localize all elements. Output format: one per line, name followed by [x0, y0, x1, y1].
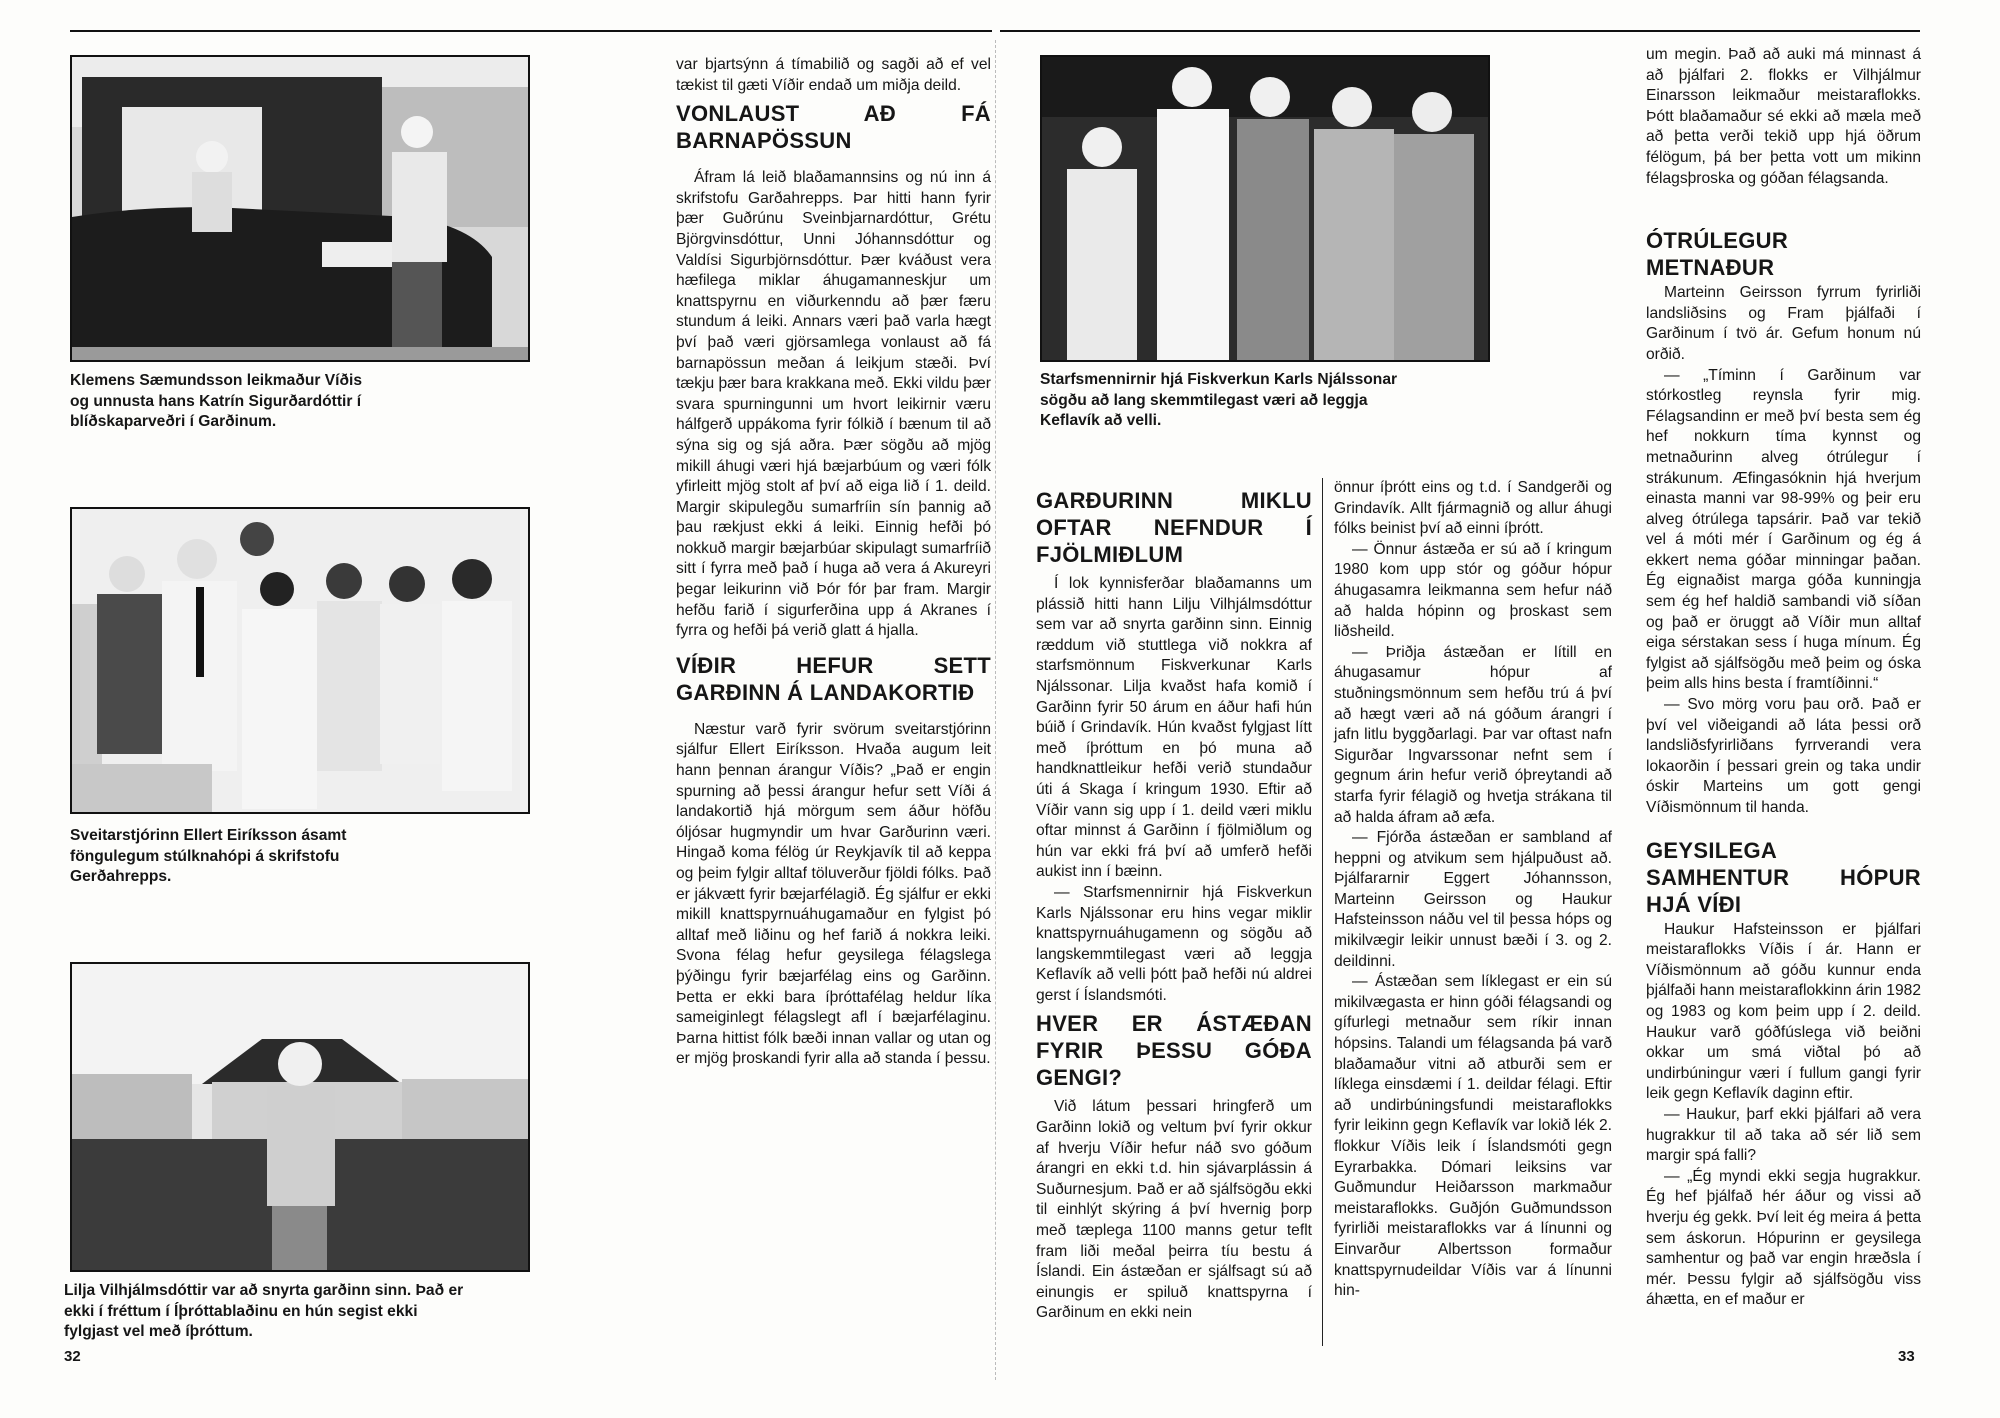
caption-photo2: Sveitarstjórinn Ellert Eiríksson ásamt föngulegum stúlknahópi á skrifstofu Gerðahrepps.	[70, 827, 347, 885]
paragraph-thridja: — Þriðja ástæðan er lítill en áhugasamur hópur af stuðningsmönnum sem hefðu trú á því að hægt væri að ná góðum árangri í jafn litlu byggðarlagi. Þar var oftast nafn Sigurðar Ingvarssonar nefnt sem í gegnum árin hefur verið óþreytandi að starfa fyrir félagið og hvetja strákana til að halda áfram að æfa.	[1334, 643, 1612, 826]
paragraph-svo-morg: — Svo mörg voru þau orð. Það er því vel viðeigandi að láta þessi orð landsliðsfyrirliðans fyrrverandi vera lokaorðin í þessari grein og taka undir óskir Marteins um gott gengi Víðismönnum til handa.	[1646, 696, 1921, 816]
paragraph-timinn: — „Tíminn í Garðinum var stórkostleg reynsla fyrir mig. Félagsandinn er með því besta sem ég hef nokkurn tíma kynnst og metnaðurinn alveg ótrúlegur í strákunum. Æfingasóknin hjá hverjum einasta manni var 98-99% og þeir eru alveg ótrúlega tapsárir. Það var tekið vel á móti mér í Garðinum og ég á ekkert nema góðar minningar þaðan. Ég eignaðist marga góða kunningja sem ég hef haldið sambandi við síðan og það er öruggt að Víðir mun alltaf eiga sérstakan sess í huga mínum. Ég fylgist að sjálfsögðu með þeim og óska þeim alls hins besta í framtíðinni.“	[1646, 366, 1921, 693]
top-rule-right	[1000, 30, 1920, 32]
heading-samhentur: GEYSILEGA SAMHENTUR HÓPUR HJÁ VÍÐI	[1646, 837, 1921, 917]
paragraph-fjorda: — Fjórða ástæðan er sambland af heppni og atvikum sem hjálpuðust að. Þjálfararnir Eggert Jóhannsson, Marteinn Geirsson og Haukur Hafsteinsson náðu vel til þessa hóps og mikilvægir leikir unnust bæði í 3. og 2. deildinni.	[1334, 829, 1612, 970]
caption-photo1: Klemens Sæmundsson leikmaður Víðis og unnusta hans Katrín Sigurðardóttir í blíðskaparveðri í Garðinum.	[70, 372, 363, 430]
page-number-left: 32	[64, 1348, 81, 1365]
paragraph-hugrakkur: — „Ég myndi ekki segja hugrakkur. Ég hef þjálfað hér áður og vissi að hverju ég gekk. Því leit ég meira á þetta sem áskorun. Hópurinn er geysilega samhentur og það var engin hræðsla í mér. Þessu fylgir að sjálfsögðu viss áhætta, en ef maður er	[1646, 1167, 1921, 1309]
paragraph-lilja: Í lok kynnisferðar blaðamanns um plássið hitti hann Lilju Vilhjálmsdóttur sem var að snyrta garðinn sinn. Einnig ræddum við stuttlega við nokkra af starfsmönnum Fiskverkunar Karls Njálssonar. Lilja kvaðst hafa komið í Garðinn fyrir 50 árum en áður hafi hún búið í Grindavík. Hún kvaðst fylgjast lítt með íþróttum en þó muna að handknattleikur hefði verið stundaður úti á Skaga í kringum 1930. Eftir að Víðir vann sig upp í 1. deild væri miklu oftar minnst á Garðinn í fjölmiðlum og hún var ekki frá því að umferð hefði aukist inn í bæinn.	[1036, 575, 1312, 881]
left-text-column	[676, 55, 991, 1070]
paragraph-barnapossun: Áfram lá leið blaðamannsins og nú inn á skrifstofu Garðahrepps. Þar hitti hann fyrir þær Guðrúnu Sveinbjarnardóttur, Grétu Björgvinsdóttur, Unni Jóhannsdóttur og Valdísi Sigurbjörnsdóttur. Þær kváðust vera hæfilega miklar áhugamanneskjur um knattspyrnu en viðurkenndu að þær færu stundum á leiki. Annars væri það varla hægt því það væri gjörsamlega vonlaust að fá barnapössun meðan á leikjum stæði. Því tækju þær bara krakkana með. Ekki vildu þær svara spurningunni um hvort leikirnir væru hálfgerð uppákoma fyrir fólkið í bænum til að sýna sig og sjá aðra. Þær sögðu að mjög mikill áhugi væri hjá bæjarbúum og væri fólk yfirleitt mjög stolt af því að eiga lið í 1. deild. Margir skipulegðu sumarfríin sín þannig að þau rækjust ekki á leiki. Einnig hefði þó nokkuð margir bæjarbúar skipulagt sumarfríið sitt í fyrra með það í huga að vera á Akureyri þegar leikurinn við Þór fór þar fram. Margir hefðu farið í sigurferðina upp á Akranes í fyrra og hefði þá verið glatt á hjalla.	[676, 169, 991, 640]
photo-lilja-garden	[70, 962, 530, 1272]
intro-paragraph: var bjartsýnn á tímabilið og sagði að ef vel tækist til gæti Víðir endað um miðja deild.	[676, 56, 991, 94]
right-column-c	[1646, 45, 1921, 1311]
caption-photo3: Lilja Vilhjálmsdóttir var að snyrta garðinn sinn. Það er ekki í fréttum í Íþróttablaðinu en hún segist ekki fylgjast vel með íþróttum.	[64, 1282, 464, 1340]
paragraph-felagsandi: — Ástæðan sem líklegast er ein sú mikilvægasta er hinn góði félagsandi og gífurlegi metnaður sem ríkir innan hópsins. Talandi um félagsanda þá varð blaðamaður vitni að atburði sem er líklega einsdæmi í 1. deildar félagi. Eftir að undirbúningsfundi meistaraflokks fyrir leikinn gegn Keflavík var lokið lék 2. flokkur Víðis leik í Íslandsmóti gegn Eyrarbakka. Dómari leiksins var Guðmundur Heiðarsson markmaður meistaraflokks. Guðjón Guðmundsson fyrirliði meistaraflokks var á línunni og Einvarður Albertsson formaður knattspyrnudeildar Víðis var á línunni hin-	[1334, 973, 1612, 1300]
right-column-a	[1036, 483, 1312, 1324]
right-page	[996, 0, 2000, 1418]
paragraph-marteinn: Marteinn Geirsson fyrrum fyrirliði landsliðsins og Fram þjálfaði í Garðinum í tvö ár. Gefum honum nú orðið.	[1646, 284, 1921, 363]
heading-landakortid: VÍÐIR HEFUR SETT GARÐINN Á LANDAKORTIÐ	[676, 652, 991, 705]
heading-metnadur: ÓTRÚLEGUR METNAÐUR	[1646, 228, 1789, 281]
photo-office-group	[70, 507, 530, 814]
heading-astaedan: HVER ER ÁSTÆÐAN FYRIR ÞESSU GÓÐA GENGI?	[1036, 1011, 1312, 1091]
caption-group-photo: Starfsmennirnir hjá Fiskverkun Karls Njálssonar sögðu að lang skemmtilegast væri að leggja Keflavík að velli.	[1040, 371, 1398, 429]
right-column-b	[1334, 478, 1612, 1302]
paragraph-ellert: Næstur varð fyrir svörum sveitarstjórinn sjálfur Ellert Eiríksson. Hvaða augum leit hann þennan árangur Víðis? „Það er engin spurning að þessi árangur hefur sett Víði á landakortið hjá mörgum sem áður höfðu óljósar hugmyndir um hvar Garðurinn væri. Hingað koma félög úr Reykjavík til að keppa og þeim fylgir alltaf töluverður fjöldi fólks. Það er jákvætt fyrir bæjarfélagið. Ég sjálfur er ekki mikill knattspyrnuáhugamaður en fylgist þó alltaf með liðinu og hef farið á nokkra leiki. Svona félag hefur geysilega félagslega þýðingu fyrir bæjarfélag eins og Garðinn. Þetta er ekki bara íþróttafélag heldur líka sameiginlegt félagslegt afl í bæjarfélaginu. Þarna hittist fólk bæði innan vallar og utan og er mjög þroskandi fyrir alla að standa í þessu.	[676, 720, 991, 1068]
photo-fish-workers	[1040, 55, 1490, 362]
heading-vonlaust: VONLAUST AÐ FÁ BARNAPÖSSUN	[676, 101, 991, 154]
page-number-right: 33	[1898, 1348, 1915, 1365]
paragraph-starfsmenn: — Starfsmennirnir hjá Fiskverkun Karls Njálssonar eru hins vegar miklir knattspyrnuáhugamenn og sögðu að langskemmtilegast væri að leggja Keflavík að velli þótt það hefði nú aldrei gerst í Íslandsmóti.	[1036, 883, 1312, 1004]
left-page	[0, 0, 995, 1418]
photo-klemens-car	[70, 55, 530, 362]
paragraph-hringferd: Við látum þessari hringferð um Garðinn lokið og veltum því fyrir okkur af hverju Víðir hefur náð svo góðum árangri en ekki t.d. hin sjávarplássin á Suðurnesjum. Það er að sjálfsögðu ekki til einhlýt skýring á því hvernig þorp með tæplega 1100 manns getur teflt fram liði meðal þeirra tíu bestu á Íslandi. Ein ástæðan er sjálfsagt sú að einungis er spiluð knattspyrna í Garðinum en ekki nein	[1036, 1098, 1312, 1322]
paragraph-spurning: — Haukur, þarf ekki þjálfari að vera hugrakkur til að taka að sér lið sem margir spá falli?	[1646, 1105, 1921, 1165]
paragraph-onnur-astaeda: — Önnur ástæða er sú að í kringum 1980 kom upp stór og góður hópur áhugasamra leikmanna sem hefur náð að halda hópinn og þroskast sem liðsheild.	[1334, 540, 1612, 641]
heading-gardurinn: GARÐURINN MIKLU OFTAR NEFNDUR Í FJÖLMIÐLUM	[1036, 488, 1312, 567]
paragraph-um-megin: um megin. Það að auki má minnast á að þjálfari 2. flokks er Vilhjálmur Einarsson leikmaður meistaraflokks. Þótt blaðamaður sé ekki að mæla með að þetta verði tekið upp hjá öðrum félögum, þá ber þetta vott um mikinn félagsþroska og góðan félagsanda.	[1646, 46, 1921, 187]
column-divider-ab	[1322, 478, 1323, 1346]
paragraph-onnur-ithrott: önnur íþrótt eins og t.d. í Sandgerði og Grindavík. Allt fjármagnið og allur áhugi fólks beinist því að einni íþrótt.	[1334, 479, 1612, 538]
top-rule-left	[70, 30, 992, 32]
paragraph-haukur: Haukur Hafsteinsson er þjálfari meistaraflokks Víðis í ár. Hann er Víðismönnum að góðu kunnur enda þjálfaði hann meistaraflokkinn árin 1982 og 1983 og kom þeim upp í 2. deild. Haukur varð góðfúslega við beiðni okkar um smá viðtal þó að undirbúningur væri í fullum gangi fyrir leik gegn Keflavík daginn eftir.	[1646, 920, 1921, 1103]
